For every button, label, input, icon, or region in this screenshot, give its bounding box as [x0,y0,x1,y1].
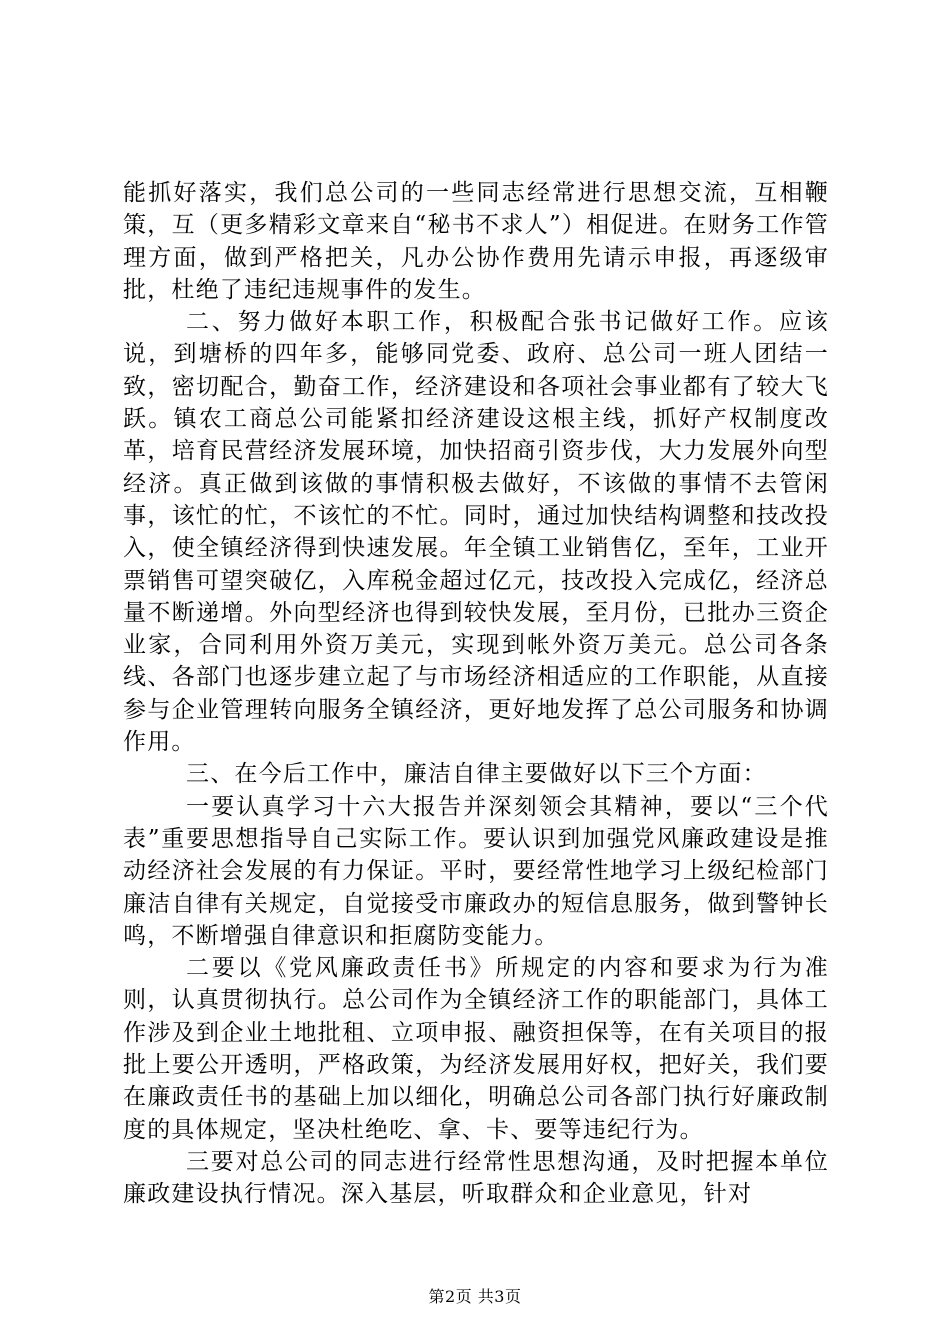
page-number-footer: 第2页 共3页 [428,1287,522,1306]
paragraph-6: 三要对总公司的同志进行经常性思想沟通，及时把握本单位廉政建设执行情况。深入基层，听取群众和企业意见，针对 [123,1148,829,1208]
paragraph-4: 一要认真学习十六大报告并深刻领会其精神，要以“三个代表”重要思想指导自己实际工作。要认识到加强党风廉政建设是推动经济社会发展的有力保证。平时，要经常性地学习上级纪检部门廉洁自律有关规定，自觉接受市廉政办的短信息服务，做到警钟长鸣，不断增强自律意识和拒腐防变能力。 [123,793,829,949]
paragraph-2: 二、努力做好本职工作，积极配合张书记做好工作。应该说，到塘桥的四年多，能够同党委、政府、总公司一班人团结一致，密切配合，勤奋工作，经济建设和各项社会事业都有了较大飞跃。镇农工商总公司能紧扣经济建设这根主线，抓好产权制度改革，培育民营经济发展环境，加快招商引资步伐，大力发展外向型经济。真正做到该做的事情积极去做好，不该做的事情不去管闲事，该忙的忙，不该忙的不忙。同时，通过加快结构调整和技改投入，使全镇经济得到快速发展。年全镇工业销售亿，至年，工业开票销售可望突破亿，入库税金超过亿元，技改投入完成亿，经济总量不断递增。外向型经济也得到较快发展，至月份，已批办三资企业家，合同利用外资万美元，实现到帐外资万美元。总公司各条线、各部门也逐步建立起了与市场经济相适应的工作职能，从直接参与企业管理转向服务全镇经济，更好地发挥了总公司服务和协调作用。 [123,309,829,756]
document-body [123,177,829,1211]
paragraph-1: 能抓好落实，我们总公司的一些同志经常进行思想交流，互相鞭策，互（更多精彩文章来自“秘书不求人”）相促进。在财务工作管理方面，做到严格把关，凡办公协作费用先请示申报，再逐级审批，杜绝了违纪违规事件的发生。 [123,180,829,303]
paragraph-3: 三、在今后工作中，廉洁自律主要做好以下三个方面： [186,761,767,788]
paragraph-5: 二要以《党风廉政责任书》所规定的内容和要求为行为准则，认真贯彻执行。总公司作为全镇经济工作的职能部门，具体工作涉及到企业土地批租、立项申报、融资担保等，在有关项目的报批上要公开透明，严格政策，为经济发展用好权，把好关，我们要在廉政责任书的基础上加以细化，明确总公司各部门执行好廉政制度的具体规定，坚决杜绝吃、拿、卡、要等违纪行为。 [123,955,829,1143]
